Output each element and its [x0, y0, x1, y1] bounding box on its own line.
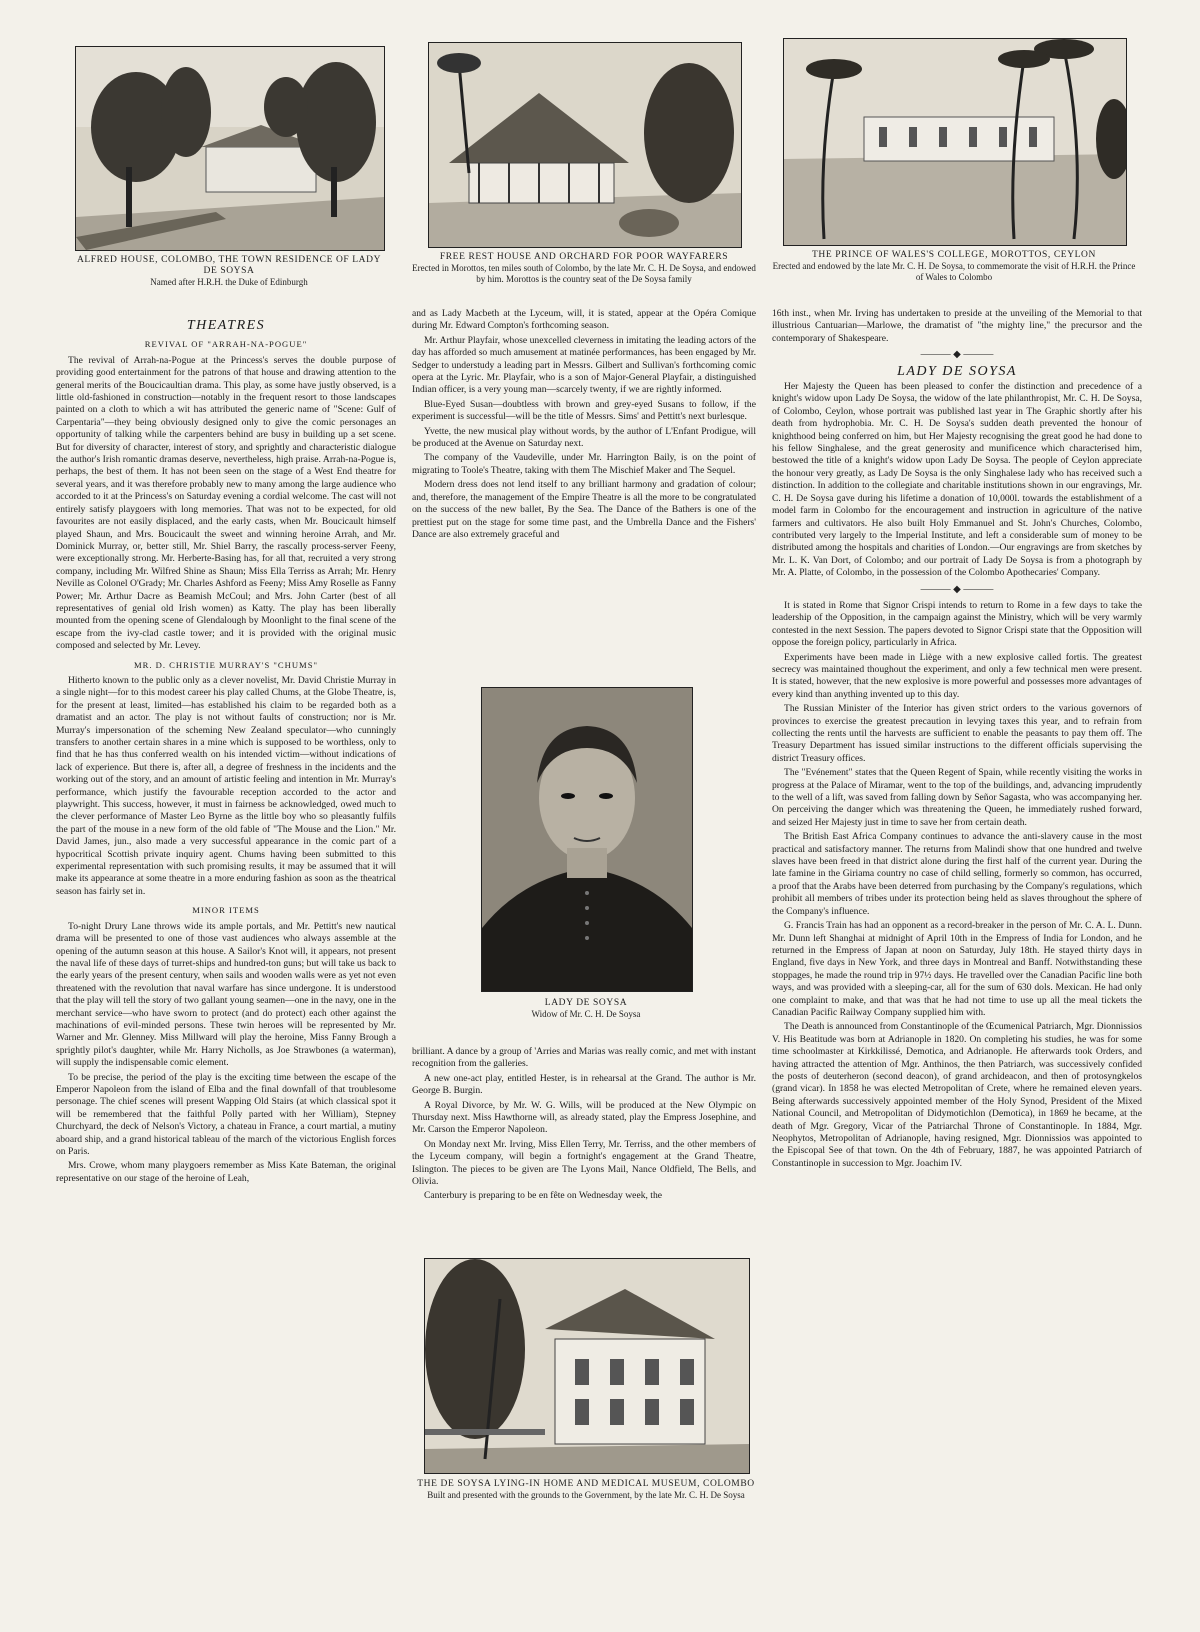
- section-title-lady-de-soysa: LADY DE SOYSA: [897, 363, 1017, 379]
- paragraph: and as Lady Macbeth at the Lyceum, will, it is stated, appear at the Opéra Comique during Mr. Edward Compton's forthcoming season.: [412, 308, 756, 332]
- caption-title: THE PRINCE OF WALES'S COLLEGE, MOROTTOS, CEYLON: [812, 250, 1096, 260]
- page-header-fragment: [0, 0, 1200, 12]
- paragraph: 16th inst., when Mr. Irving has undertaken to preside at the unveiling of the Memorial to that illustrious Cantuarian—Marlowe, the dramatist of "the mighty line," the precursor and the contemporary of Shakespeare.: [772, 308, 1142, 344]
- paragraph: To-night Drury Lane throws wide its ample portals, and Mr. Pettitt's new nautical drama will be presented to one of those vast audiences who always assemble at the opening of the autumn season at this house. A Sailor's Knot will, it appears, not present the naval life of these days of turret-ships and hundred-ton guns; but will take us back to the early years of the present century, when sails and wooden walls were as yet not even threatened with the revolution that naval warfare has since undergone. It is understood that the play will tell the story of two gallant young seamen—one in the navy, one in the merchant service—who have sworn to protect (and do protect) each other against the machinations of evil-minded persons. These twin heroes will be represented by Mr. Warner and Mr. Glenney. Miss Millward will play the heroine, Miss Fanny Brough a sprightly pilot's daughter, while Mr. Harry Nicholls, as Joe Strawbones (a waterman), will supply the indispensable comic element.: [56, 920, 396, 1069]
- paragraph: It is stated in Rome that Signor Crispi intends to return to Rome in a few days to take the leadership of the Opposition, in the campaign against the Ministry, which will be very warmly contested in the next Session. The papers devoted to Signor Crispi state that the Opposition will oppose the foreign policy, particularly in Africa.: [772, 599, 1142, 649]
- paragraph: Canterbury is preparing to be en fête on Wednesday week, the: [424, 1190, 663, 1202]
- paragraph: brilliant. A dance by a group of 'Arries and Marias was really comic, and met with instant recognition from the galleries.: [412, 1046, 756, 1070]
- rest-house-engraving: [428, 42, 742, 248]
- caption-subtitle: Erected and endowed by the late Mr. C. H. De Soysa, to commemorate the visit of H.R.H. the Prince of Wales to Colombo: [772, 261, 1136, 282]
- rest-house-caption: [408, 252, 760, 285]
- paragraph: The Death is announced from Constantinople of the Œcumenical Patriarch, Mgr. Dionnissios V. His Beatitude was born at Adrianople in 1820. On completing his studies, he was for some time schoolmaster at Kirkkilissé, Demotica, and Adrianople. He afterwards took Orders, and having attracted the attention of Mgr. Anthinos, the then Patriarch, was successively confided the posts of deuterheron (second deacon), of grand archideacon, and then of protosyngkelos (grand vicar). In 1858 he was elected Metropolitan of Crete, where he remained eleven years. Being afterwards successively appointed member of the Holy Synod, President of the Mixed National Council, and Metropolitan of Didymotichlon (Demotica), in 1869 he became, at the death of Mgr. Gregory, Vicar of the Patriarchal Throne of Constantinople. In 1884, Mgr. Neophytos, Metropolitan of Adrianople, having resigned, Mgr. Dionnissios was appointed to the Episcopal See of that town. On the 4th of February, 1887, he was appointed Patriarch of Constantinople in succession to Mgr. Joachim IV.: [772, 1021, 1142, 1169]
- column-middle-top: [412, 308, 756, 660]
- column-lady-de-soysa: [772, 308, 1142, 1618]
- lady-de-soysa-portrait: [481, 687, 693, 992]
- subhead-minor-items: MINOR ITEMS: [192, 905, 260, 916]
- paragraph: Yvette, the new musical play without words, by the author of L'Enfant Prodigue, will be produced at the Avenue on Saturday next.: [412, 425, 756, 450]
- alfred-house-caption: [75, 255, 383, 288]
- paragraph: Her Majesty the Queen has been pleased to confer the distinction and precedence of a knight's widow upon Lady De Soysa, the widow of the late philanthropist, Mr. C. H. De Soysa, of Colombo, Ceylon, whose portrait was published last year in The Graphic shortly after his death from hydrophobia. Mr. C. H. De Soysa's sudden death prevented the honour of knighthood being conferred on him, but Her Majesty recognising the great good he had done to his fellow Singhalese, and the great generosity and munificence which characterised him, bestowed the title of a knight's widow upon Lady De Soysa. The people of Ceylon appreciate the honour very greatly, as Lady De Soysa is the only Singhalese lady who has received such a distinction. In addition to the collegiate and charitable institutions shown in our engravings, Mr. C. H. De Soysa gave during his lifetime a donation of 10,000l. towards the establishment of a model farm in Colombo for the encouragement and instruction in agriculture of the native farmers and cultivators. He also built Holy Emmanuel and St. John's Churches, Colombo, contributed very largely to the Imperial Institute, and left a considerable sum of money to be distributed among the hospitals and charities of London.—Our engravings are from sketches by Mr. L. K. Van Dort, of Colombo; and our portrait of Lady De Soysa is from a photograph by Mr. A. Platte, of Colombo, in the possession of the Colombo Apothecaries' Company.: [772, 381, 1142, 579]
- lying-in-home-engraving: [424, 1258, 750, 1474]
- paragraph: The British East Africa Company continues to advance the anti-slavery cause in the most practical and satisfactory manner. The returns from Malindi show that one hundred and twelve slaves have been freed in that district alone during the first half of the current year. During the late famine in the Giriama country no case of child selling, formerly so common, has occurred, a proof that the Arabs have been deterred from purchasing by the Company's regulations, which prohibit all members of tribes under its protection being held as slaves throughout the sphere of the Company's influence.: [772, 831, 1142, 917]
- caption-subtitle: Erected in Morottos, ten miles south of Colombo, by the late Mr. C. H. De Soysa, and endowed by him. Morottos is the country seat of the De Soysa family: [412, 263, 756, 284]
- subhead-chums: MR. D. CHRISTIE MURRAY'S "CHUMS": [134, 659, 318, 670]
- ornamental-rule: ——— ◆ ———: [920, 349, 994, 361]
- paragraph: Modern dress does not lend itself to any brilliant harmony and gradation of colour; and, therefore, the management of the Empire Theatre is all the more to be congratulated on the success of the new ballet, By the Sea. The Dance of the Bathers is one of the prettiest put on the stage for some time past, and the Umbrella Dance and the Fishers' Dance are also extremely graceful and: [412, 479, 756, 540]
- paragraph: Mrs. Crowe, whom many playgoers remember as Miss Kate Bateman, the original representative on our stage of the heroine of Leah,: [56, 1160, 396, 1184]
- column-middle-bottom: [412, 1046, 756, 1232]
- paragraph: Experiments have been made in Liège with a new explosive called fortis. The greatest secrecy was maintained thoughout the experiment, and only a few technical men were present. It is stated, however, that the new explosive is more powerful and possesses more advantages of every kind than anything invented up to this day.: [772, 651, 1142, 700]
- paragraph: The revival of Arrah-na-Pogue at the Princess's serves the double purpose of providing good entertainment for the patrons of that house and drawing attention to the general merits of the Boucicaultian drama. This play, as some have justly observed, is a little old-fashioned in construction—notably in the frequent resort to those landscapes painted on a cloth to which a wit has attributed the generic name of "Scene: Gulf of Carpentaria"—they being obviously designed only to give the comic personages an opportunity of talking while the carpenters behind are busy in building up a set scene. But for diversity of character, interest of story, and sprightly and characteristic dialogue the author's Irish romantic dramas deserve, nevertheless, high praise. Arrah-na-Pogue is, perhaps, the best of them. It has not been seen on the stage of a West End theatre for several years, and it was therefore probably new to many among the large audience who accorded to it at the Princess's on Saturday evening a cordial welcome. The cast will not entirely satisfy playgoers with long memories. That was not to be expected, for old favourites are not easily displaced, and the early casts, when Mr. Boucicault himself played Shaun, and Mrs. Boucicault the sweet and winning heroine Arrah, and Mr. Dominick Murray, or, better still, Mr. Shiel Barry, the rascally process-server Feeny, were exceptionally strong. Mr. Herberte-Basing has, for all that, recruited a very strong company, including Mr. Wilfred Shine as Shaun; Miss Ella Terriss as Arrah; Mr. Henry Neville as Colonel O'Grady; Mr. Charles Ashford as Feeny; Miss Amy Roselle as Fanny Power; Mr. Arthur Dacre as Beamish McCoul; and Mrs. John Carter (best of all representatives of genial old Irish women) as Katty. The play has been liberally mounted from the opening scene of Glendalough by Moonlight to the final scene of the escape from the ivy-clad castle tower; and it is provided with the original music composed and selected by Mr. Levey.: [56, 354, 396, 652]
- caption-subtitle: Named after H.R.H. the Duke of Edinburgh: [150, 277, 308, 287]
- portrait-caption: [481, 998, 691, 1020]
- paragraph: The "Evénement" states that the Queen Regent of Spain, while recently visiting the works in progress at the Palace of Miramar, went to the top of the buildings, and, advancing imprudently to the well of a lift, was saved from falling down by Señor Sagasta, who was accompanying her. On perceiving the danger which was threatening the Queen, he immediately rushed forward, and seized Her Majesty just in time to save her from certain death.: [772, 767, 1142, 828]
- caption-title: THE DE SOYSA LYING-IN HOME AND MEDICAL MUSEUM, COLOMBO: [417, 1479, 755, 1489]
- caption-subtitle: Widow of Mr. C. H. De Soysa: [531, 1009, 641, 1019]
- paragraph: Blue-Eyed Susan—doubtless with brown and grey-eyed Susans to follow, if the experiment is successful—will be the title of Messrs. Sims' and Pettitt's next burlesque.: [412, 398, 756, 423]
- caption-subtitle: Built and presented with the grounds to the Government, by the late Mr. C. H. De Soysa: [427, 1490, 745, 1500]
- alfred-house-engraving: [75, 46, 385, 251]
- column-theatres: [56, 318, 396, 1618]
- caption-title: LADY DE SOYSA: [544, 998, 628, 1008]
- caption-title: FREE REST HOUSE AND ORCHARD FOR POOR WAYFARERS: [439, 252, 729, 262]
- paragraph: To be precise, the period of the play is the exciting time between the escape of the Emperor Napoleon from the island of Elba and the final downfall of that troublesome personage. The chief scenes will present Wapping Old Stairs (at which classical spot it will be remembered that the faithful Polly parted with her William), Stepney Churchyard, the deck of Nelson's Victory, a chateau in France, a court martial, a mutiny aboard ship, and a grand historical tableau of the march of the victorious English forces on Paris.: [56, 1071, 396, 1157]
- paragraph: Mr. Arthur Playfair, whose unexcelled cleverness in imitating the leading actors of the day has afforded so much amusement at matinée performances, has been engaged by Mr. Sedger to understudy a leading part in Messrs. Gilbert and Sullivan's forthcoming comic opera at the Lyric. Mr. Playfair, who is a son of Major-General Playfair, a distinguished Indian officer, is a very young man—scarcely twenty, if we are rightly informed.: [412, 334, 756, 396]
- paragraph: G. Francis Train has had an opponent as a record-breaker in the person of Mr. C. A. L. Dunn. Mr. Dunn left Shanghai at midnight of April 10th in the Empress of India for London, and he returned in the Empress of Japan at noon on Saturday, July 18th. He stayed thirty days in England, five days in New York, and three days in Montreal and Banff. Notwithstanding these stoppages, he made the round trip in 97½ days. He travelled over the Canadian Pacific line both ways, and was provided with a sleeping-car, all for the sum of 630 dols. Mexican. He had only one complaint to make, and that was that he had not time to use up all the meal tickets the Canadian Pacific Railway Company supplied him with.: [772, 920, 1142, 1018]
- caption-title: ALFRED HOUSE, COLOMBO, THE TOWN RESIDENCE OF LADY DE SOYSA: [76, 255, 382, 276]
- paragraph: A Royal Divorce, by Mr. W. G. Wills, will be produced at the New Olympic on Thursday next. Miss Hawthorne will, as already stated, play the Empress Josephine, and Mr. Carson the Emperor Napoleon.: [412, 1099, 756, 1136]
- subhead-arrah-na-pogue: REVIVAL OF "ARRAH-NA-POGUE": [144, 339, 308, 350]
- lying-in-home-caption: [414, 1479, 758, 1501]
- section-title-theatres: THEATRES: [186, 318, 266, 333]
- paragraph: The company of the Vaudeville, under Mr. Harrington Baily, is on the point of migrating to Toole's Theatre, taking with them The Mischief Maker and The Sequel.: [412, 452, 756, 476]
- paragraph: The Russian Minister of the Interior has given strict orders to the various governors of provinces to exercise the greatest precaution in levying taxes this year, and to refrain from collecting the rents until the harvests are sufficient to enable the peasants to pay them off. The Treasury Department has issued similar instructions to the different officials supervising the district Treasury offices.: [772, 703, 1142, 764]
- ornamental-rule: ——— ◆ ———: [920, 583, 994, 595]
- paragraph: A new one-act play, entitled Hester, is in rehearsal at the Grand. The author is Mr. George B. Burgin.: [412, 1072, 756, 1097]
- paragraph: On Monday next Mr. Irving, Miss Ellen Terry, Mr. Terriss, and the other members of the Lyceum company, will begin a fortnight's engagement at the Grand Theatre, Islington. The pieces to be given are The Lyons Mail, Nance Oldfield, The Bells, and Olivia.: [412, 1138, 756, 1188]
- princes-college-caption: [770, 250, 1138, 283]
- princes-college-engraving: [783, 38, 1127, 246]
- paragraph: Hitherto known to the public only as a clever novelist, Mr. David Christie Murray in a single night—for to this modest career his play called Chums, at the Globe Theatre, is, for the present at least, limited—has established his claim to be regarded both as a dramatist and an actor. The play is not without faults of construction; nor is Mr. Murray's impersonation of the scheming New Zealand speculator—who cunningly transfers to another certain shares in a mine which is supposed to be worthless, only to find that he has thus conferred wealth on his intended victim—without indications of lack of experience. But there is, after all, a degree of freshness in the incidents and the working out of the story, and an amount of artistic feeling and intention in Mr. Murray's performance, which justify the favourable reception accorded to the actor and playwright. This success, however, it must in fairness be acknowledged, owed much to the clever performance of Master Leo Byrne as the little boy who so pleasantly fulfils the part of the mouse in a new form of the old fable of "The Mouse and the Lion." Mr. David James, jun., also made a very successful appearance in the comic part of a hypocritical Scottish private inquiry agent. Chums having been submitted to this experimental representation with such promising results, it may be assumed that it will make its appearance at some theatre in a more enduring fashion as soon as the theatrical season has fairly set in.: [56, 674, 396, 897]
